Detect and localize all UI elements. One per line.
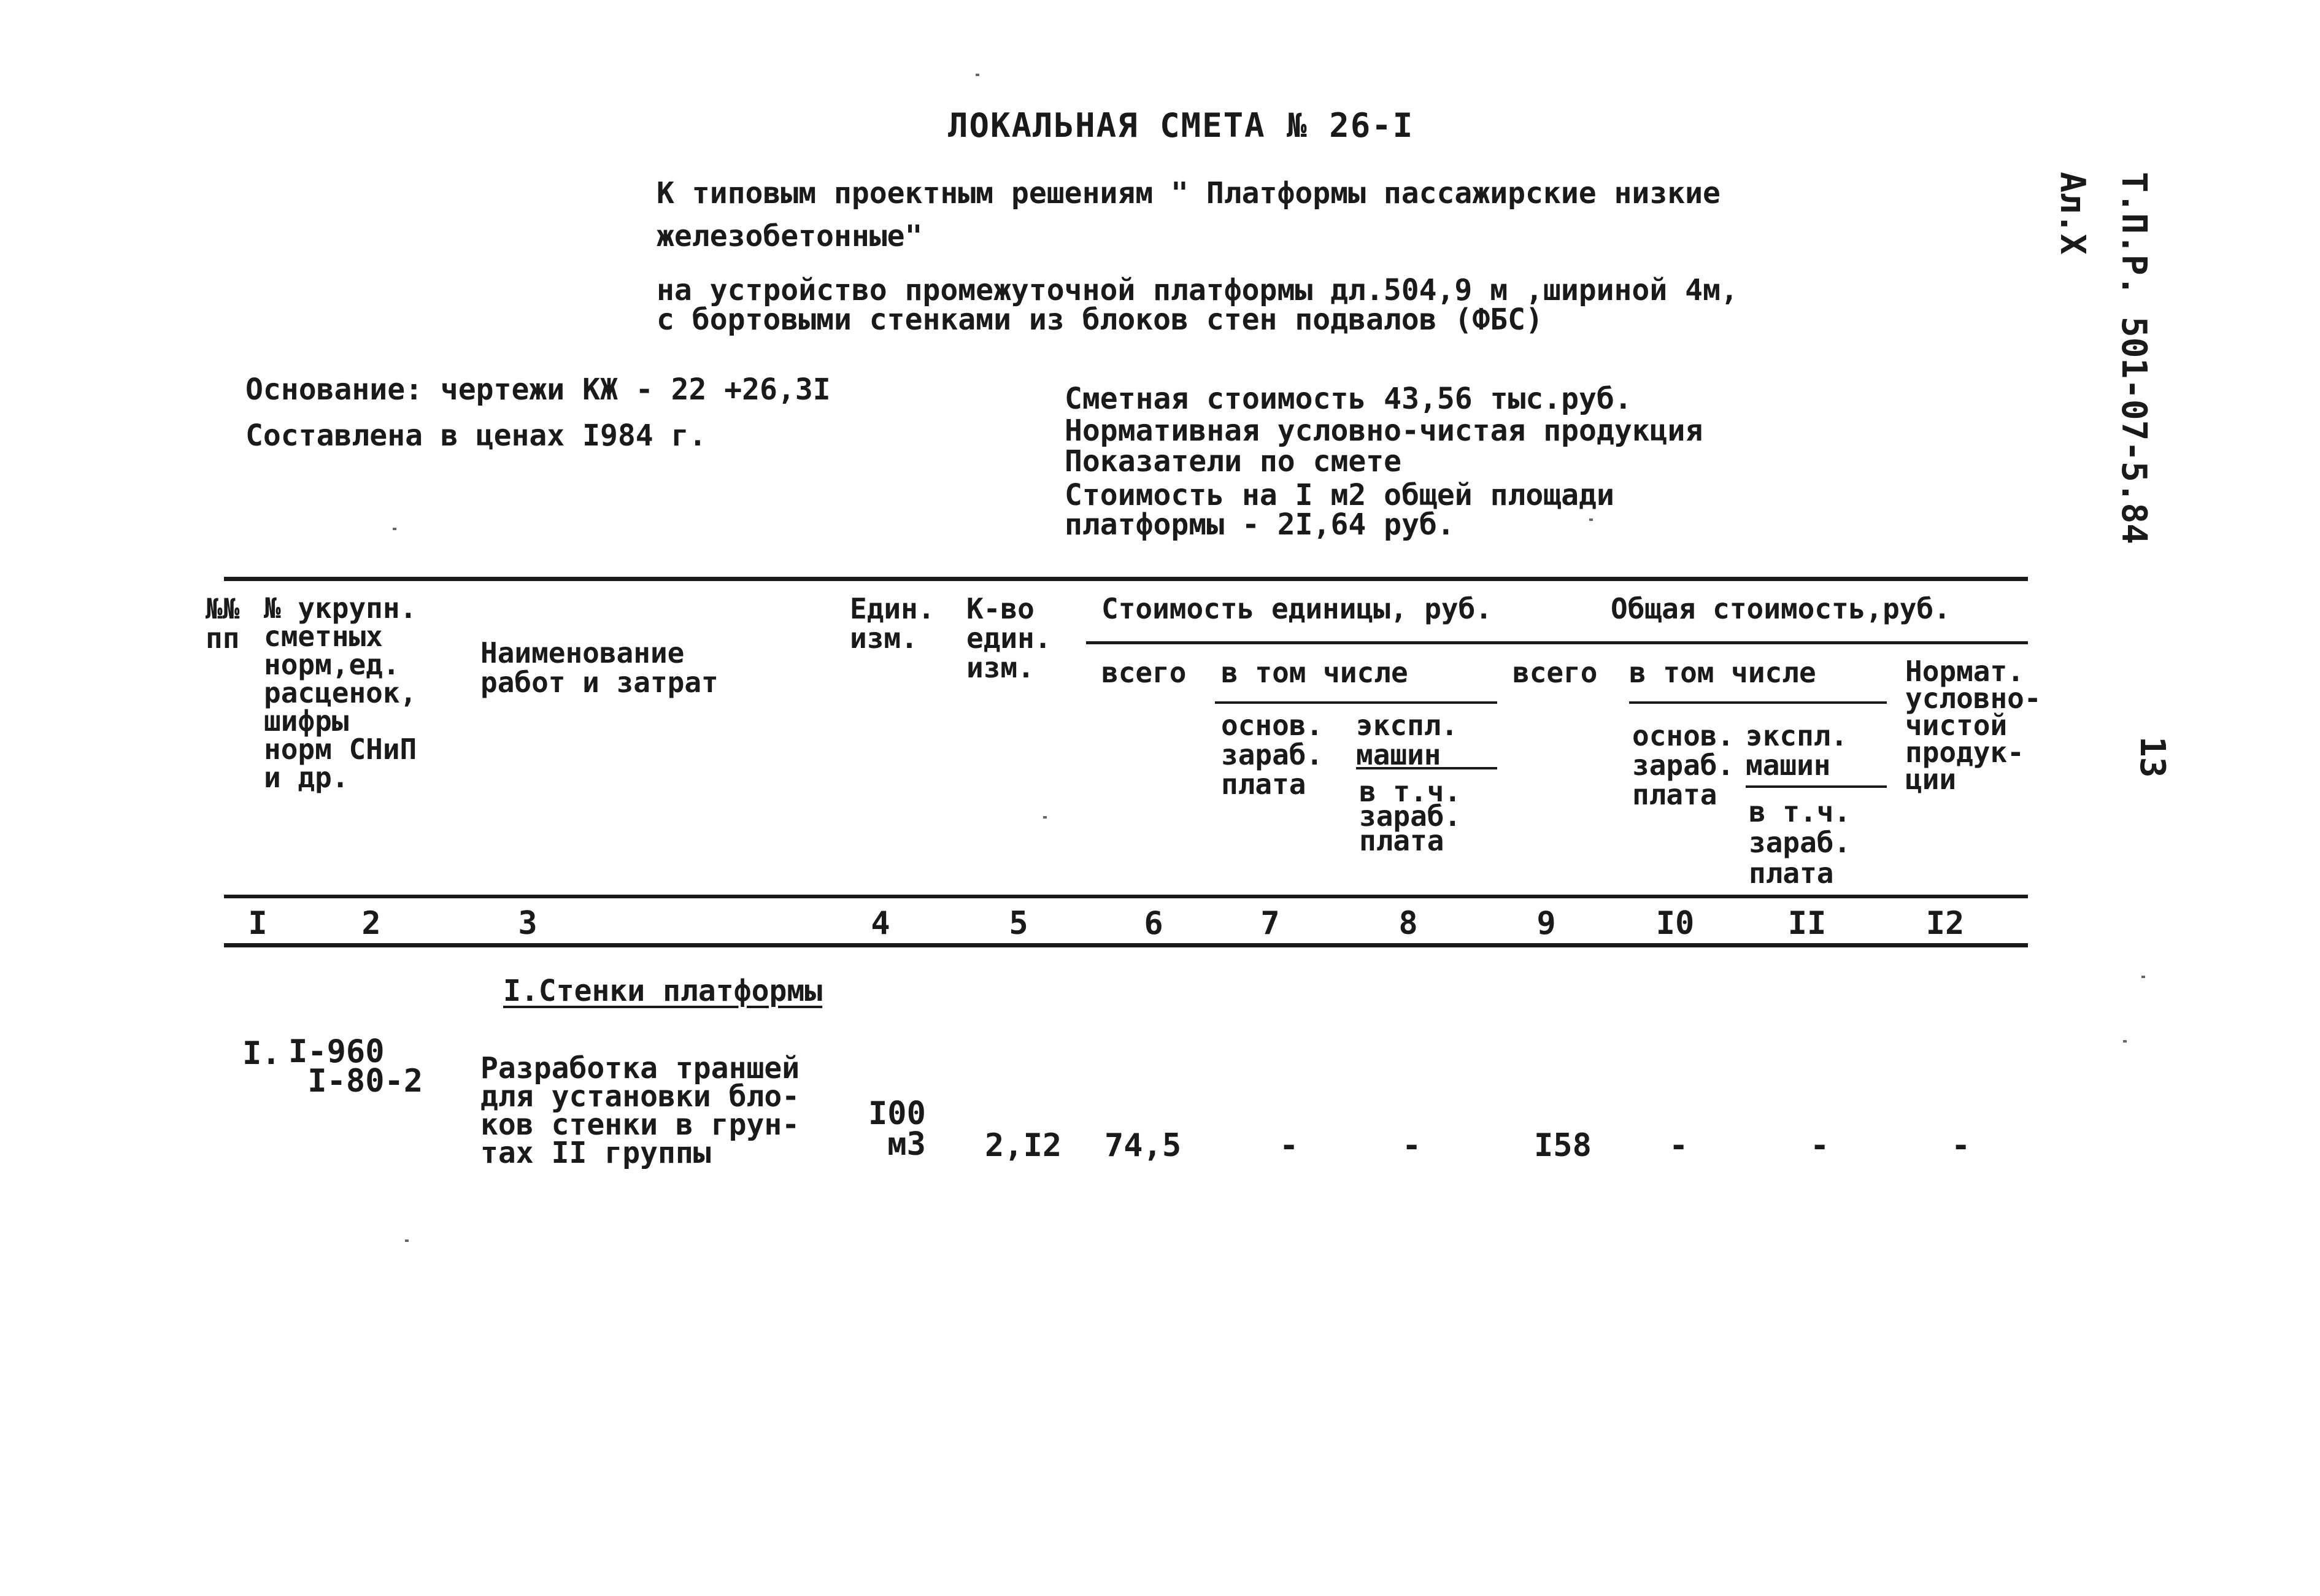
col-number-10: I0 [1655, 905, 1695, 942]
subtitle-line-2: железобетонные" [657, 219, 923, 253]
col-number-7: 7 [1260, 905, 1280, 942]
col-header-work-name: Наименование работ и затрат [480, 636, 719, 699]
col-header-total-basic-wage: основ. зараб. плата [1632, 719, 1735, 811]
col-header-unit-incl-wage: в т.ч. зараб. плата [1359, 775, 1462, 857]
col-header-total-incl-wage: в т.ч. зараб. плата [1749, 795, 1851, 890]
col-number-3: 3 [518, 905, 538, 942]
total-mach-rule [1746, 785, 1887, 788]
col-header-unit: Един. изм. [850, 592, 935, 655]
col-header-unit-incl: в том числе [1221, 656, 1408, 689]
row-work-name: Разработка траншей для установки бло- ков стенки в грун- тах II группы [480, 1051, 800, 1170]
unit-incl-rule [1215, 701, 1497, 704]
row-unit-wage: - [1279, 1127, 1299, 1164]
col-number-11: II [1787, 905, 1827, 942]
col-number-2: 2 [361, 905, 381, 942]
row-norm-code: I-960 I-80-2 [288, 1033, 423, 1100]
col-header-total-machines: экспл. машин [1746, 719, 1848, 782]
col-header-qty: К-во един. изм. [966, 592, 1052, 684]
row-normative: - [1951, 1127, 1971, 1164]
col-number-6: 6 [1144, 905, 1163, 942]
basis-drawings: Основание: чертежи КЖ - 22 +26,3I [245, 372, 831, 407]
scan-speck [1589, 519, 1593, 521]
col-header-unit-total: всего [1101, 656, 1187, 689]
estimated-cost: Сметная стоимость 43,56 тыс.руб. [1065, 382, 1632, 416]
cost-per-m2-line-2: платформы - 2I,64 руб. [1065, 507, 1455, 542]
numbers-bottom-rule [224, 943, 2028, 947]
scan-speck [2141, 976, 2145, 978]
basis-prices: Составлена в ценах I984 г. [245, 418, 707, 453]
header-bottom-rule [224, 895, 2028, 898]
col-number-4: 4 [871, 905, 890, 942]
row-unit-machines: - [1402, 1127, 1422, 1164]
row-unit: I00 м3 [868, 1095, 926, 1163]
row-total-machines: - [1810, 1127, 1830, 1164]
col-number-5: 5 [1009, 905, 1028, 942]
row-total: I58 [1534, 1127, 1592, 1164]
col-header-unit-machines: экспл. машин [1356, 709, 1459, 771]
scan-speck [1043, 816, 1047, 819]
col-group-unit-cost: Стоимость единицы, руб. [1101, 592, 1492, 625]
table-top-rule [224, 577, 2028, 581]
sheet-stamp: Ал.Х [2052, 172, 2092, 255]
scan-speck [393, 528, 396, 530]
col-number-8: 8 [1398, 905, 1418, 942]
scan-speck [2123, 1040, 2127, 1043]
row-total-wage: - [1669, 1127, 1689, 1164]
page-number: 13 [2132, 736, 2172, 778]
col-group-total-cost: Общая стоимость,руб. [1611, 592, 1951, 625]
row-unit-total: 74,5 [1104, 1127, 1182, 1164]
col-header-unit-basic-wage: основ. зараб. плата [1221, 709, 1324, 801]
cost-per-m2-line-1: Стоимость на I м2 общей площади [1065, 478, 1614, 512]
section-heading: I.Стенки платформы [503, 974, 823, 1008]
col-number-12: I2 [1925, 905, 1965, 942]
col-header-total-incl: в том числе [1629, 656, 1816, 689]
col-header-no: №№ пп [206, 592, 240, 655]
purpose-line-2: с бортовыми стенками из блоков стен подвалов (ФБС) [657, 303, 1543, 337]
unit-cost-rule [1086, 641, 2028, 644]
col-number-9: 9 [1536, 905, 1556, 942]
col-number-1: I [248, 905, 268, 942]
subtitle-line-1: К типовым проектным решениям " Платформы пассажирские низкие [657, 176, 1721, 210]
total-incl-rule [1629, 701, 1887, 704]
indicators-label: Показатели по смете [1065, 444, 1402, 479]
purpose-line-1: на устройство промежуточной платформы дл.504,9 м ,шириной 4м, [657, 273, 1738, 307]
project-code-stamp: Т.П.Р. 501-07-5.84 [2114, 172, 2154, 544]
scan-speck [405, 1239, 409, 1242]
col-header-normative: Нормат. условно- чистой продук- ции [1905, 655, 2041, 796]
row-number: I. [242, 1035, 281, 1072]
col-header-norm-code: № укрупн. сметных норм,ед. расценок, шифры норм СНиП и др. [264, 592, 417, 794]
normative-product: Нормативная условно-чистая продукция [1065, 414, 1703, 448]
document-title: ЛОКАЛЬНАЯ СМЕТА № 26-I [948, 106, 1414, 145]
col-header-total-total: всего [1513, 656, 1598, 689]
scan-speck [976, 74, 979, 76]
row-qty: 2,I2 [985, 1127, 1062, 1164]
